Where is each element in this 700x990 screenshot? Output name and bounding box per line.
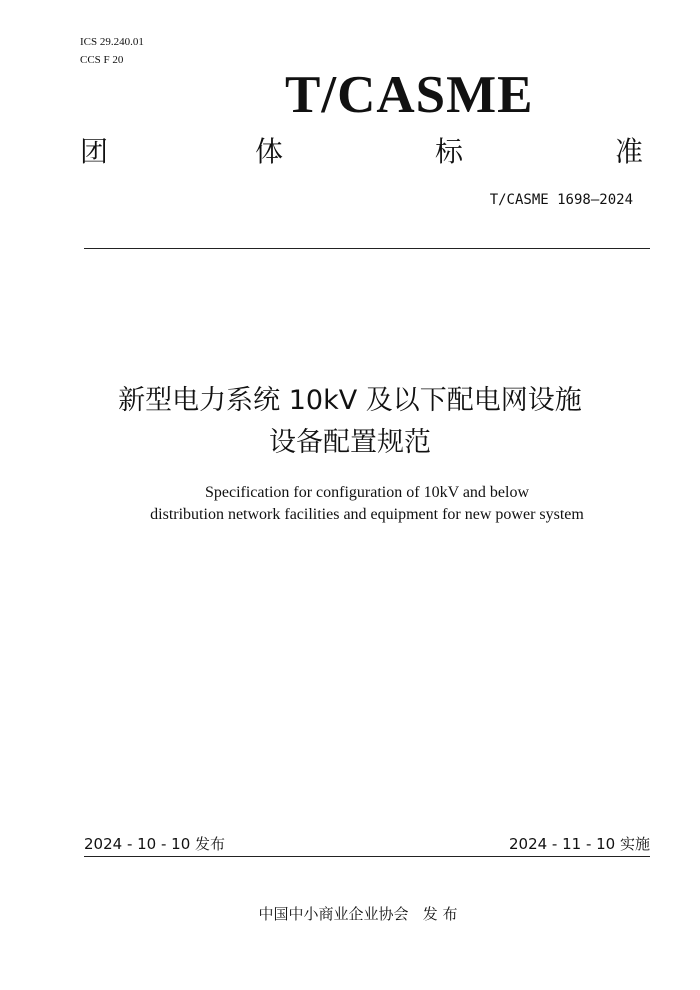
title-chinese-line-2: 设备配置规范	[269, 427, 431, 458]
standard-type-char: 体	[255, 135, 284, 168]
publisher-line: 中国中小商业企业协会 发 布	[258, 905, 458, 923]
implementation-date: 2024 - 11 - 10 实施	[508, 835, 650, 853]
top-divider	[84, 248, 650, 249]
title-chinese-line-1: 新型电力系统 10kV 及以下配电网设施	[118, 385, 582, 416]
standard-type-char: 标	[435, 135, 464, 168]
standard-number: T/CASME 1698—2024	[489, 192, 633, 208]
title-english-line-1: Specification for configuration of 10kV and below	[204, 484, 530, 501]
standard-type-char: 团	[80, 135, 109, 168]
bottom-divider	[84, 856, 650, 857]
ccs-code: CCS F 20	[80, 54, 124, 66]
organization-logo-text: T/CASME	[285, 66, 534, 124]
title-english-line-2: distribution network facilities and equipment for new power system	[150, 506, 584, 523]
issue-date: 2024 - 10 - 10 发布	[84, 835, 226, 853]
ics-code: ICS 29.240.01	[80, 36, 144, 48]
standard-type-char: 准	[615, 135, 644, 168]
